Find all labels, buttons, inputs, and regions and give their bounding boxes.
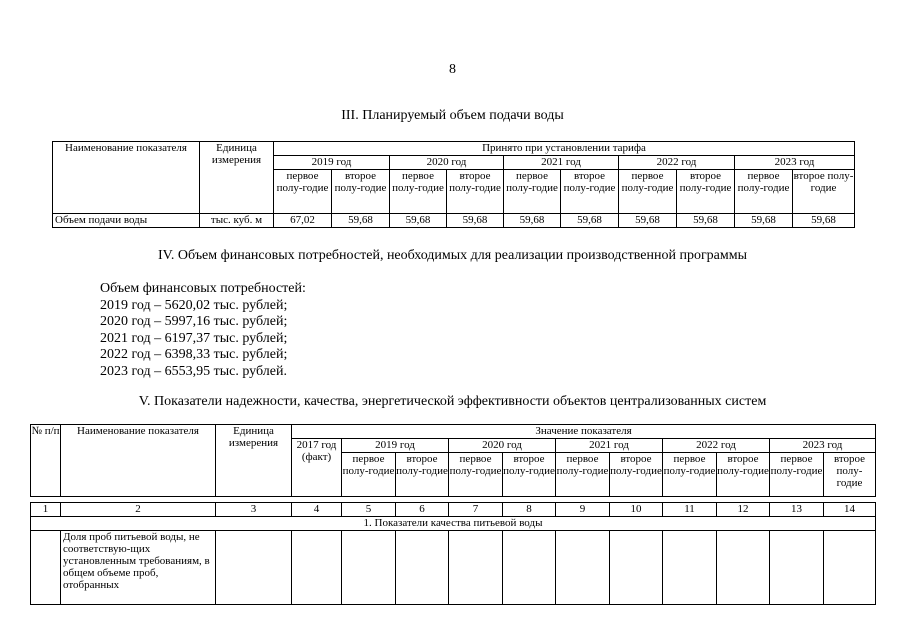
cell-empty (503, 531, 556, 605)
row-value: 59,68 (332, 214, 390, 228)
cell-empty (770, 531, 824, 605)
year-header: 2019 год (274, 156, 390, 170)
half-header: первое полу-годие (556, 453, 610, 497)
row-value: 59,68 (677, 214, 735, 228)
water-supply-table (52, 141, 855, 228)
row-value: 59,68 (619, 214, 677, 228)
section-3-title: III. Планируемый объем подачи воды (341, 108, 564, 123)
row-value: 59,68 (793, 214, 855, 228)
row-value: 59,68 (447, 214, 504, 228)
half-header: первое полу-годие (663, 453, 717, 497)
column-number: 10 (610, 503, 663, 517)
section-5-title: V. Показатели надежности, качества, энергетической эффективности объектов централизованных систем (138, 394, 767, 409)
half-header: второе полу-годие (503, 453, 556, 497)
half-header: первое полу-годие (274, 170, 332, 214)
half-header: второе полу-годие (396, 453, 449, 497)
year-header: 2021 год (504, 156, 619, 170)
cell-empty (824, 531, 876, 605)
half-header: второе полу-годие (677, 170, 735, 214)
cell-empty (449, 531, 503, 605)
half-header: второе полу-годие (610, 453, 663, 497)
financial-line: 2019 год – 5620,02 тыс. рублей; (100, 297, 288, 313)
half-header: первое полу-годие (390, 170, 447, 214)
row-value: 59,68 (561, 214, 619, 228)
year-header: 2022 год (619, 156, 735, 170)
header-group: Значение показателя (292, 425, 876, 439)
year-header: 2023 год (735, 156, 855, 170)
cell-empty (556, 531, 610, 605)
half-header: второе полу-годие (824, 453, 876, 497)
section-4-title: IV. Объем финансовых потребностей, необходимых для реализации производственной программы (157, 248, 748, 263)
column-number: 8 (503, 503, 556, 517)
column-number: 7 (449, 503, 503, 517)
half-header: первое полу-годие (770, 453, 824, 497)
row-value: 67,02 (274, 214, 332, 228)
row-name: Доля проб питьевой воды, не соответствую-щих установленным требованиям, в общем объеме проб, отобранных (61, 531, 216, 605)
half-header: первое полу-годие (342, 453, 396, 497)
column-number: 9 (556, 503, 610, 517)
table-row (31, 531, 876, 605)
table-row (53, 214, 855, 228)
cell-empty (663, 531, 717, 605)
header-group: Принято при установлении тарифа (274, 142, 855, 156)
column-number: 5 (342, 503, 396, 517)
financial-line: 2020 год – 5997,16 тыс. рублей; (100, 314, 288, 330)
column-number: 6 (396, 503, 449, 517)
indicators-table (30, 424, 876, 605)
column-number: 14 (824, 503, 876, 517)
column-number: 11 (663, 503, 717, 517)
page-number: 8 (449, 62, 456, 77)
half-header: второе полу-годие (561, 170, 619, 214)
year-header: 2023 год (770, 439, 876, 453)
year-header: 2020 год (390, 156, 504, 170)
financial-needs-block (100, 281, 306, 381)
half-header: первое полу-годие (735, 170, 793, 214)
financial-line: 2021 год – 6197,37 тыс. рублей; (100, 330, 288, 346)
row-value: 59,68 (390, 214, 447, 228)
header-2017: 2017 год (факт) (292, 439, 342, 497)
column-number: 13 (770, 503, 824, 517)
cell-empty (216, 531, 292, 605)
financial-line: 2022 год – 6398,33 тыс. рублей; (100, 347, 288, 363)
financial-intro: Объем финансовых потребностей: (100, 281, 306, 296)
column-number: 12 (717, 503, 770, 517)
header-name: Наименование показателя (61, 425, 216, 497)
cell-empty (610, 531, 663, 605)
cell-empty (342, 531, 396, 605)
column-number: 3 (216, 503, 292, 517)
year-header: 2019 год (342, 439, 449, 453)
year-header: 2020 год (449, 439, 556, 453)
half-header: первое полу-годие (449, 453, 503, 497)
subsection-heading: 1. Показатели качества питьевой воды (31, 517, 876, 531)
header-name: Наименование показателя (53, 142, 200, 214)
half-header: второе полу-годие (447, 170, 504, 214)
column-number: 4 (292, 503, 342, 517)
financial-line: 2023 год – 6553,95 тыс. рублей. (100, 363, 287, 379)
header-num: № п/п (31, 425, 61, 497)
row-name: Объем подачи воды (53, 214, 200, 228)
column-numbers-row (31, 503, 876, 517)
row-value: 59,68 (735, 214, 793, 228)
half-header: второе полу-годие (793, 170, 855, 214)
year-header: 2022 год (663, 439, 770, 453)
half-header: первое полу-годие (504, 170, 561, 214)
row-value: 59,68 (504, 214, 561, 228)
half-header: второе полу-годие (332, 170, 390, 214)
half-header: второе полу-годие (717, 453, 770, 497)
header-unit: Единица измерения (200, 142, 274, 214)
cell-empty (717, 531, 770, 605)
half-header: первое полу-годие (619, 170, 677, 214)
row-unit: тыс. куб. м (200, 214, 274, 228)
column-number: 2 (61, 503, 216, 517)
cell-empty (396, 531, 449, 605)
cell-empty (292, 531, 342, 605)
column-number: 1 (31, 503, 61, 517)
cell-empty (31, 531, 61, 605)
year-header: 2021 год (556, 439, 663, 453)
header-unit: Единица измерения (216, 425, 292, 497)
